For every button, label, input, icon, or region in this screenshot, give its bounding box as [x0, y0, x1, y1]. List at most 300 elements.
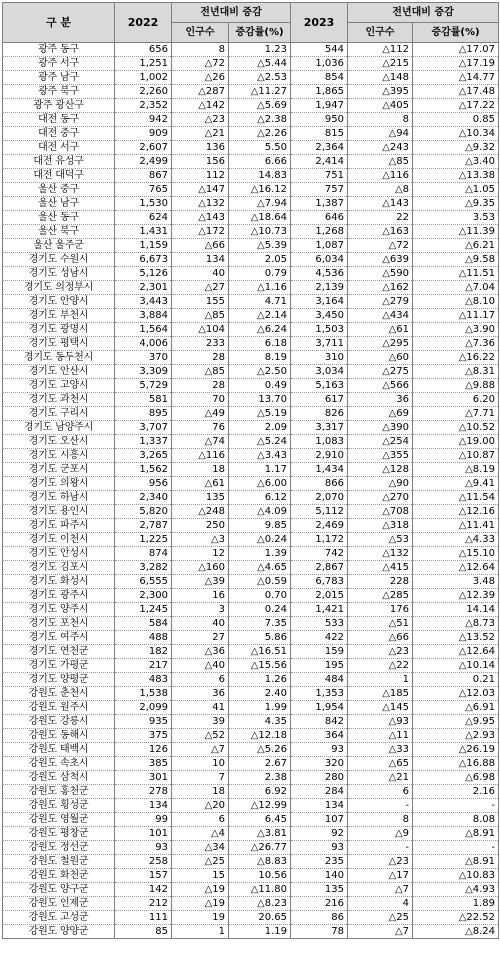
cell-change-2022: 155: [172, 295, 229, 309]
cell-change-2023: △390: [348, 421, 413, 435]
cell-region: 강원도 태백시: [3, 743, 115, 757]
cell-change-2023: △51: [348, 617, 413, 631]
table-row: [3, 113, 499, 127]
cell-count-2023: 751: [291, 169, 348, 183]
cell-region: 강원도 원주시: [3, 701, 115, 715]
cell-count-2023: 93: [291, 743, 348, 757]
cell-change-2023: △318: [348, 519, 413, 533]
cell-count-2023: 826: [291, 407, 348, 421]
cell-count-2022: 385: [115, 757, 172, 771]
cell-region: 울산 북구: [3, 225, 115, 239]
table-row: [3, 897, 499, 911]
cell-region: 경기도 여주시: [3, 631, 115, 645]
cell-change-2022: 12: [172, 547, 229, 561]
cell-count-2023: 2,364: [291, 141, 348, 155]
cell-region: 울산 동구: [3, 211, 115, 225]
cell-count-2022: 2,300: [115, 589, 172, 603]
table-row: [3, 841, 499, 855]
table-row: [3, 393, 499, 407]
cell-rate-2023: △11.54: [413, 491, 499, 505]
cell-change-2023: △116: [348, 169, 413, 183]
cell-change-2023: △65: [348, 757, 413, 771]
cell-change-2022: △248: [172, 505, 229, 519]
cell-count-2022: 3,707: [115, 421, 172, 435]
cell-rate-2022: 6.12: [229, 491, 291, 505]
table-row: [3, 57, 499, 71]
cell-count-2022: 584: [115, 617, 172, 631]
cell-count-2022: 134: [115, 799, 172, 813]
cell-rate-2023: △6.91: [413, 701, 499, 715]
cell-change-2022: △21: [172, 127, 229, 141]
table-row: [3, 407, 499, 421]
table-row: [3, 911, 499, 925]
cell-count-2023: 1,087: [291, 239, 348, 253]
cell-count-2022: 935: [115, 715, 172, 729]
cell-change-2022: 40: [172, 617, 229, 631]
cell-region: 경기도 부천시: [3, 309, 115, 323]
cell-count-2023: 6,783: [291, 575, 348, 589]
cell-rate-2023: △8.24: [413, 925, 499, 939]
cell-region: 경기도 양주시: [3, 603, 115, 617]
cell-count-2022: 142: [115, 883, 172, 897]
cell-change-2023: 22: [348, 211, 413, 225]
cell-count-2023: 2,867: [291, 561, 348, 575]
cell-rate-2023: △1.05: [413, 183, 499, 197]
cell-rate-2023: △9.88: [413, 379, 499, 393]
table-row: [3, 673, 499, 687]
cell-count-2023: 6,034: [291, 253, 348, 267]
cell-region: 경기도 동두천시: [3, 351, 115, 365]
cell-rate-2023: -: [413, 799, 499, 813]
table-row: [3, 351, 499, 365]
cell-count-2023: 5,112: [291, 505, 348, 519]
cell-change-2022: △4: [172, 827, 229, 841]
cell-change-2022: 36: [172, 687, 229, 701]
cell-rate-2023: △14.77: [413, 71, 499, 85]
cell-change-2023: △23: [348, 645, 413, 659]
cell-count-2023: 484: [291, 673, 348, 687]
cell-rate-2022: 1.17: [229, 463, 291, 477]
header-pop-2022: 인구수: [172, 23, 229, 43]
cell-count-2023: 3,450: [291, 309, 348, 323]
cell-change-2023: △590: [348, 267, 413, 281]
cell-count-2022: 301: [115, 771, 172, 785]
cell-count-2022: 370: [115, 351, 172, 365]
table-row: [3, 659, 499, 673]
cell-count-2022: 867: [115, 169, 172, 183]
cell-rate-2022: 5.86: [229, 631, 291, 645]
cell-count-2022: 1,159: [115, 239, 172, 253]
cell-rate-2023: △4.93: [413, 883, 499, 897]
cell-rate-2023: △4.33: [413, 533, 499, 547]
cell-rate-2023: △11.41: [413, 519, 499, 533]
cell-region: 대전 동구: [3, 113, 115, 127]
cell-change-2023: △112: [348, 43, 413, 57]
cell-count-2022: 2,301: [115, 281, 172, 295]
header-compare-2022: 전년대비 증감: [172, 3, 291, 23]
cell-count-2022: 2,352: [115, 99, 172, 113]
cell-change-2023: 8: [348, 113, 413, 127]
cell-count-2022: 1,245: [115, 603, 172, 617]
cell-change-2023: -: [348, 841, 413, 855]
cell-rate-2022: 2.40: [229, 687, 291, 701]
cell-change-2022: 233: [172, 337, 229, 351]
table-row: [3, 925, 499, 939]
cell-change-2022: 156: [172, 155, 229, 169]
cell-rate-2023: △7.04: [413, 281, 499, 295]
table-row: [3, 813, 499, 827]
cell-change-2023: △72: [348, 239, 413, 253]
cell-region: 경기도 광주시: [3, 589, 115, 603]
cell-rate-2023: △8.91: [413, 827, 499, 841]
cell-region: 경기도 포천시: [3, 617, 115, 631]
cell-change-2022: 39: [172, 715, 229, 729]
header-pop-2023: 인구수: [348, 23, 413, 43]
header-rate-2022: 증감률(%): [229, 23, 291, 43]
table-row: [3, 757, 499, 771]
cell-change-2023: 36: [348, 393, 413, 407]
cell-change-2023: △22: [348, 659, 413, 673]
cell-change-2023: △23: [348, 855, 413, 869]
cell-change-2022: 112: [172, 169, 229, 183]
cell-count-2023: 2,139: [291, 281, 348, 295]
cell-rate-2023: △7.36: [413, 337, 499, 351]
cell-rate-2023: △13.38: [413, 169, 499, 183]
cell-count-2023: 1,434: [291, 463, 348, 477]
cell-rate-2022: △8.83: [229, 855, 291, 869]
cell-rate-2023: △12.39: [413, 589, 499, 603]
cell-count-2023: 216: [291, 897, 348, 911]
cell-region: 경기도 남양주시: [3, 421, 115, 435]
cell-change-2022: 135: [172, 491, 229, 505]
table-row: [3, 323, 499, 337]
cell-count-2022: 1,530: [115, 197, 172, 211]
cell-change-2023: △7: [348, 883, 413, 897]
table-row: [3, 869, 499, 883]
table-row: [3, 309, 499, 323]
cell-rate-2023: △13.52: [413, 631, 499, 645]
cell-region: 울산 남구: [3, 197, 115, 211]
cell-rate-2022: △2.14: [229, 309, 291, 323]
cell-count-2022: 212: [115, 897, 172, 911]
cell-region: 경기도 고양시: [3, 379, 115, 393]
cell-count-2022: 483: [115, 673, 172, 687]
cell-count-2022: 2,607: [115, 141, 172, 155]
cell-change-2023: △66: [348, 631, 413, 645]
table-row: [3, 645, 499, 659]
cell-region: 경기도 화성시: [3, 575, 115, 589]
cell-count-2022: 3,443: [115, 295, 172, 309]
cell-region: 강원도 영월군: [3, 813, 115, 827]
cell-region: 강원도 춘천시: [3, 687, 115, 701]
cell-count-2022: 6,673: [115, 253, 172, 267]
cell-rate-2023: 0.21: [413, 673, 499, 687]
table-row: [3, 141, 499, 155]
table-row: [3, 631, 499, 645]
cell-count-2022: 3,884: [115, 309, 172, 323]
cell-change-2022: 28: [172, 351, 229, 365]
cell-count-2022: 656: [115, 43, 172, 57]
table-row: [3, 743, 499, 757]
cell-change-2022: △116: [172, 449, 229, 463]
cell-rate-2023: △9.41: [413, 477, 499, 491]
cell-change-2022: △26: [172, 71, 229, 85]
cell-change-2022: 18: [172, 785, 229, 799]
cell-rate-2022: △16.51: [229, 645, 291, 659]
cell-rate-2023: △8.19: [413, 463, 499, 477]
cell-rate-2022: △5.19: [229, 407, 291, 421]
cell-rate-2022: 7.35: [229, 617, 291, 631]
table-row: [3, 785, 499, 799]
cell-rate-2023: 3.53: [413, 211, 499, 225]
cell-rate-2022: △15.56: [229, 659, 291, 673]
cell-change-2023: △162: [348, 281, 413, 295]
cell-region: 강원도 홍천군: [3, 785, 115, 799]
cell-count-2023: 3,711: [291, 337, 348, 351]
cell-rate-2023: △8.91: [413, 855, 499, 869]
cell-count-2023: 2,910: [291, 449, 348, 463]
cell-change-2022: △287: [172, 85, 229, 99]
header-year-2022: 2022: [115, 3, 172, 43]
cell-rate-2022: △0.24: [229, 533, 291, 547]
cell-count-2022: 217: [115, 659, 172, 673]
cell-rate-2022: 0.79: [229, 267, 291, 281]
cell-change-2022: 15: [172, 869, 229, 883]
cell-region: 경기도 이천시: [3, 533, 115, 547]
cell-region: 대전 대덕구: [3, 169, 115, 183]
cell-count-2022: 5,820: [115, 505, 172, 519]
table-row: [3, 239, 499, 253]
cell-rate-2023: △17.48: [413, 85, 499, 99]
cell-change-2022: △85: [172, 365, 229, 379]
cell-count-2022: 182: [115, 645, 172, 659]
cell-rate-2022: 1.99: [229, 701, 291, 715]
table-row: [3, 491, 499, 505]
cell-change-2023: △69: [348, 407, 413, 421]
table-body: [3, 43, 499, 939]
cell-count-2023: 310: [291, 351, 348, 365]
cell-rate-2022: △7.94: [229, 197, 291, 211]
cell-rate-2023: -: [413, 841, 499, 855]
cell-count-2023: 92: [291, 827, 348, 841]
cell-change-2022: △3: [172, 533, 229, 547]
cell-change-2023: △395: [348, 85, 413, 99]
cell-change-2023: △708: [348, 505, 413, 519]
cell-change-2023: △405: [348, 99, 413, 113]
cell-rate-2022: 5.50: [229, 141, 291, 155]
header-region: 구 분: [3, 3, 115, 43]
cell-count-2022: 874: [115, 547, 172, 561]
cell-change-2023: △566: [348, 379, 413, 393]
cell-region: 경기도 안산시: [3, 365, 115, 379]
cell-count-2022: 111: [115, 911, 172, 925]
cell-change-2022: △52: [172, 729, 229, 743]
cell-region: 경기도 광명시: [3, 323, 115, 337]
cell-count-2022: 1,337: [115, 435, 172, 449]
cell-region: 광주 광산구: [3, 99, 115, 113]
cell-count-2023: 617: [291, 393, 348, 407]
cell-region: 강원도 화천군: [3, 869, 115, 883]
cell-change-2023: 6: [348, 785, 413, 799]
table-row: [3, 603, 499, 617]
cell-count-2023: 284: [291, 785, 348, 799]
cell-change-2022: △132: [172, 197, 229, 211]
cell-count-2022: 1,002: [115, 71, 172, 85]
cell-region: 강원도 인제군: [3, 897, 115, 911]
cell-region: 경기도 용인시: [3, 505, 115, 519]
table-row: [3, 253, 499, 267]
cell-region: 강원도 평창군: [3, 827, 115, 841]
cell-count-2023: 93: [291, 841, 348, 855]
table-row: [3, 155, 499, 169]
cell-region: 강원도 속초시: [3, 757, 115, 771]
cell-change-2023: △434: [348, 309, 413, 323]
cell-rate-2023: △16.22: [413, 351, 499, 365]
cell-count-2023: 842: [291, 715, 348, 729]
cell-rate-2023: △9.35: [413, 197, 499, 211]
cell-count-2022: 1,251: [115, 57, 172, 71]
cell-change-2022: △40: [172, 659, 229, 673]
cell-count-2022: 2,340: [115, 491, 172, 505]
cell-rate-2022: 20.65: [229, 911, 291, 925]
table-row: [3, 771, 499, 785]
cell-region: 경기도 의정부시: [3, 281, 115, 295]
table-header: [3, 3, 499, 43]
cell-region: 광주 동구: [3, 43, 115, 57]
cell-count-2023: 2,015: [291, 589, 348, 603]
cell-count-2023: 2,469: [291, 519, 348, 533]
cell-change-2023: △132: [348, 547, 413, 561]
cell-change-2023: △415: [348, 561, 413, 575]
cell-change-2022: 40: [172, 267, 229, 281]
cell-count-2022: 5,126: [115, 267, 172, 281]
cell-rate-2023: △3.90: [413, 323, 499, 337]
cell-count-2022: 488: [115, 631, 172, 645]
cell-change-2023: △254: [348, 435, 413, 449]
cell-change-2022: △66: [172, 239, 229, 253]
cell-change-2023: △145: [348, 701, 413, 715]
cell-region: 경기도 김포시: [3, 561, 115, 575]
cell-region: 경기도 하남시: [3, 491, 115, 505]
cell-count-2023: 1,503: [291, 323, 348, 337]
cell-change-2022: △36: [172, 645, 229, 659]
cell-region: 경기도 오산시: [3, 435, 115, 449]
table-row: [3, 617, 499, 631]
cell-region: 경기도 평택시: [3, 337, 115, 351]
cell-rate-2023: 6.20: [413, 393, 499, 407]
cell-change-2022: 250: [172, 519, 229, 533]
table-row: [3, 281, 499, 295]
cell-count-2022: 1,564: [115, 323, 172, 337]
table-row: [3, 365, 499, 379]
cell-region: 강원도 정선군: [3, 841, 115, 855]
cell-count-2022: 3,265: [115, 449, 172, 463]
cell-rate-2023: △8.73: [413, 617, 499, 631]
table-row: [3, 169, 499, 183]
cell-rate-2022: △26.77: [229, 841, 291, 855]
cell-count-2023: 86: [291, 911, 348, 925]
cell-rate-2022: 2.67: [229, 757, 291, 771]
table-row: [3, 435, 499, 449]
table-row: [3, 43, 499, 57]
cell-count-2022: 85: [115, 925, 172, 939]
cell-count-2023: 364: [291, 729, 348, 743]
cell-rate-2022: 4.35: [229, 715, 291, 729]
cell-count-2023: 1,172: [291, 533, 348, 547]
cell-change-2023: △9: [348, 827, 413, 841]
cell-change-2023: △11: [348, 729, 413, 743]
cell-rate-2023: △8.10: [413, 295, 499, 309]
cell-count-2022: 3,309: [115, 365, 172, 379]
cell-count-2022: 157: [115, 869, 172, 883]
cell-change-2022: △72: [172, 57, 229, 71]
cell-rate-2023: △15.10: [413, 547, 499, 561]
table-row: [3, 295, 499, 309]
cell-change-2023: △148: [348, 71, 413, 85]
cell-rate-2022: △12.99: [229, 799, 291, 813]
cell-rate-2022: △8.23: [229, 897, 291, 911]
cell-change-2023: △85: [348, 155, 413, 169]
cell-count-2022: 2,099: [115, 701, 172, 715]
cell-rate-2023: 1.89: [413, 897, 499, 911]
cell-change-2022: △104: [172, 323, 229, 337]
cell-count-2022: 93: [115, 841, 172, 855]
cell-rate-2023: △11.51: [413, 267, 499, 281]
table-row: [3, 827, 499, 841]
cell-rate-2022: 1.39: [229, 547, 291, 561]
table-row: [3, 505, 499, 519]
cell-rate-2023: △10.83: [413, 869, 499, 883]
cell-region: 경기도 안양시: [3, 295, 115, 309]
cell-change-2023: 176: [348, 603, 413, 617]
cell-count-2023: 1,083: [291, 435, 348, 449]
cell-rate-2023: △12.64: [413, 561, 499, 575]
cell-count-2022: 5,729: [115, 379, 172, 393]
cell-rate-2022: △6.24: [229, 323, 291, 337]
cell-rate-2022: △2.38: [229, 113, 291, 127]
table-row: [3, 85, 499, 99]
cell-region: 대전 서구: [3, 141, 115, 155]
cell-count-2023: 815: [291, 127, 348, 141]
table-row: [3, 883, 499, 897]
cell-count-2023: 742: [291, 547, 348, 561]
cell-region: 경기도 성남시: [3, 267, 115, 281]
cell-rate-2022: 0.24: [229, 603, 291, 617]
cell-region: 경기도 과천시: [3, 393, 115, 407]
cell-rate-2023: △10.52: [413, 421, 499, 435]
table-row: [3, 687, 499, 701]
cell-count-2023: 280: [291, 771, 348, 785]
table-row: [3, 701, 499, 715]
cell-count-2023: 4,536: [291, 267, 348, 281]
table-row: [3, 71, 499, 85]
cell-count-2022: 1,431: [115, 225, 172, 239]
cell-region: 대전 중구: [3, 127, 115, 141]
cell-region: 강원도 철원군: [3, 855, 115, 869]
cell-count-2023: 1,865: [291, 85, 348, 99]
cell-count-2022: 942: [115, 113, 172, 127]
cell-region: 경기도 시흥시: [3, 449, 115, 463]
table-row: [3, 99, 499, 113]
cell-region: 경기도 가평군: [3, 659, 115, 673]
cell-count-2022: 101: [115, 827, 172, 841]
cell-rate-2022: △10.73: [229, 225, 291, 239]
table-row: [3, 715, 499, 729]
cell-change-2022: 3: [172, 603, 229, 617]
cell-count-2023: 140: [291, 869, 348, 883]
cell-change-2023: △270: [348, 491, 413, 505]
cell-rate-2023: △7.71: [413, 407, 499, 421]
